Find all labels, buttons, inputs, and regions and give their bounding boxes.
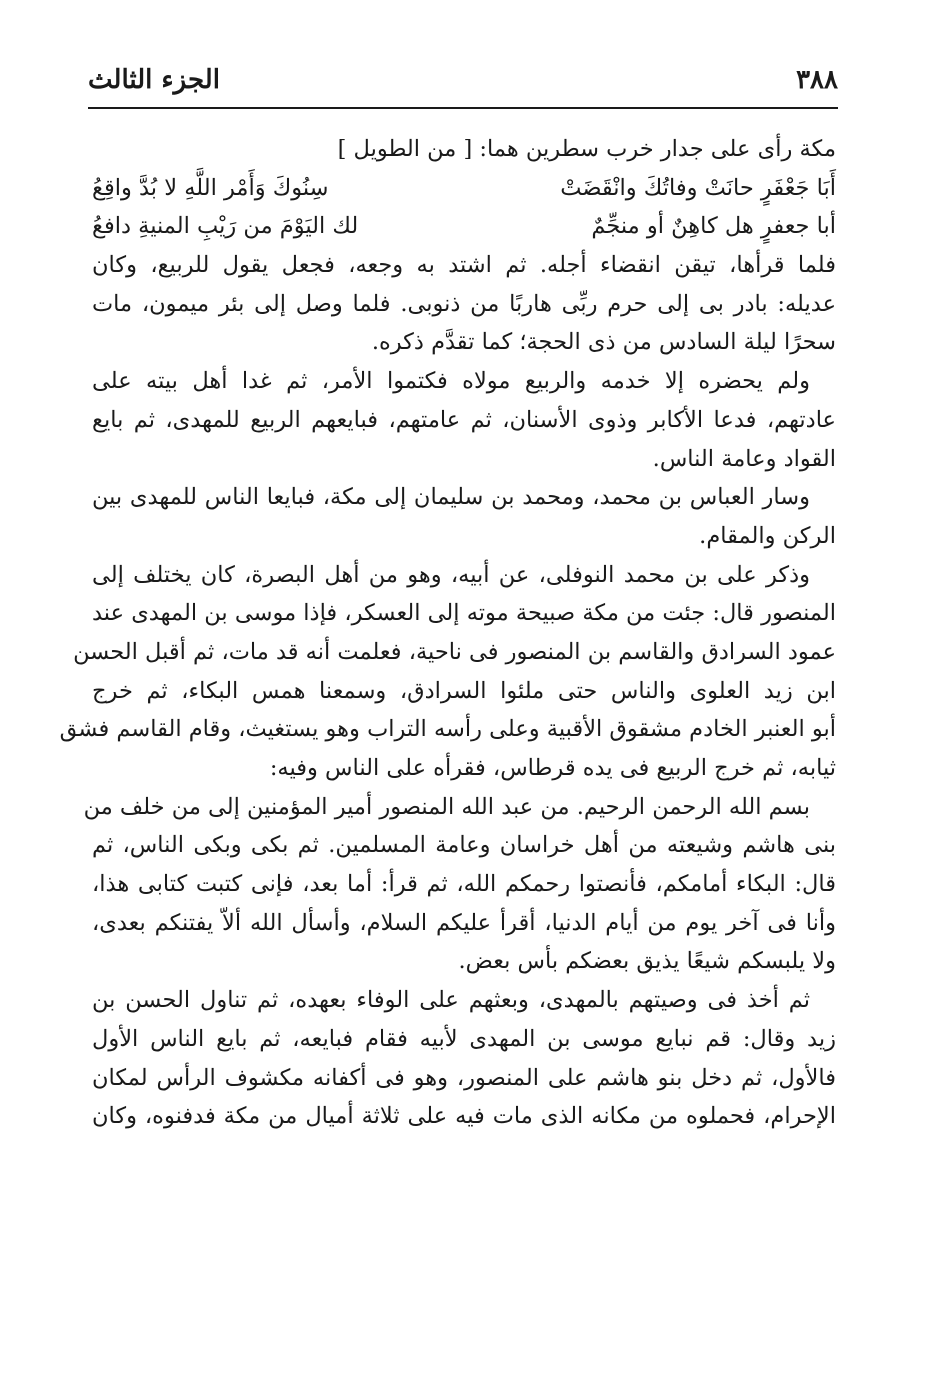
text-line: زيد وقال: قم نبايع موسى بن المهدى لأبيه فقام فبايعه، ثم بايع الناس الأول: [92, 1025, 836, 1052]
text-line: عمود السرادق والقاسم بن المنصور فى ناحية، فعلمت أنه قد مات، ثم أقبل الحسن: [73, 638, 836, 665]
page-header: [88, 58, 838, 102]
verse-second-hemistich: لك اليَوْمَ من رَيْبِ المنيةِ دافعُ: [92, 213, 359, 240]
text-line: الركن والمقام.: [699, 522, 836, 549]
text-line: أبو العنبر الخادم مشقوق الأقبية وعلى رأسه التراب وهو يستغيث، وقام القاسم فشق: [59, 716, 836, 743]
text-line: بنى هاشم وشيعته من أهل خراسان وعامة المسلمين. ثم بكى وبكى الناس، ثم: [92, 832, 836, 859]
text-line: ابن زيد العلوى والناس حتى ملئوا السرادق، وسمعنا همس البكاء، ثم خرج: [92, 677, 836, 704]
text-line: ثيابه، ثم خرج الربيع فى يده قرطاس، فقرأه على الناس وفيه:: [269, 755, 836, 781]
text-line: القواد وعامة الناس.: [652, 445, 836, 472]
text-line: ثم أخذ فى وصيتهم بالمهدى، وبعثهم على الوفاء بعهده، ثم تناول الحسن بن: [92, 987, 810, 1014]
text-line: ولا يلبسكم شيعًا يذيق بعضكم بأس بعض.: [458, 948, 836, 975]
text-line: سحرًا ليلة السادس من ذى الحجة؛ كما تقدَّم ذكره.: [371, 329, 836, 356]
text-line: عادتهم، فدعا الأكابر وذوى الأسنان، ثم عامتهم، فبايعهم الربيع للمهدى، ثم بايع: [92, 406, 836, 433]
page-body: [59, 130, 836, 1136]
text-line: مكة رأى على جدار خرب سطرين هما: [ من الطويل ]: [337, 136, 836, 162]
text-line: بسم الله الرحمن الرحيم. من عبد الله المنصور أمير المؤمنين إلى من خلف من: [83, 793, 810, 820]
running-title: الجزء الثالث: [88, 65, 220, 95]
verse-first-hemistich: أبا جعفرٍ هل كاهِنٌ أو منجِّمٌ: [591, 213, 836, 240]
verse-first-hemistich: أَبَا جَعْفَرٍ حانَتْ وفاتُكَ وانْقَضَتْ: [560, 174, 836, 201]
text-line: وسار العباس بن محمد، ومحمد بن سليمان إلى مكة، فبايعا الناس للمهدى بين: [92, 484, 810, 511]
verse-second-hemistich: سِنُوكَ وَأَمْر اللَّهِ لا بُدَّ واقِعُ: [92, 174, 329, 201]
text-line: قال: البكاء أمامكم، فأنصتوا رحمكم الله، ثم قرأ: أما بعد، فإنى كتبت كتابى هذا،: [92, 871, 836, 898]
text-line: وذكر على بن محمد النوفلى، عن أبيه، وهو من أهل البصرة، كان يختلف إلى: [92, 561, 810, 588]
verse-line: [92, 207, 836, 246]
verse-line: [92, 169, 836, 208]
text-line: المنصور قال: جئت من مكة صبيحة موته إلى العسكر، فإذا موسى بن المهدى عند: [92, 600, 836, 627]
text-line: الإحرام، فحملوه من مكانه الذى مات فيه على ثلاثة أميال من مكة فدفنوه، وكان: [92, 1103, 836, 1130]
text-line: فلما قرأها، تيقن انقضاء أجله. ثم اشتد به وجعه، فجعل يقول للربيع، وكان: [92, 252, 836, 279]
header-rule: [88, 107, 838, 109]
text-line: وأنا فى آخر يوم من أيام الدنيا، أقرأ عليكم السلام، وأسأل الله ألاّ يفتنكم بعدى،: [92, 909, 836, 936]
text-line: ولم يحضره إلا خدمه والربيع مولاه فكتموا الأمر، ثم غدا أهل بيته على: [92, 368, 810, 395]
page-number: ٣٨٨: [796, 65, 838, 95]
text-line: فالأول، ثم دخل بنو هاشم على المنصور، وهو فى أكفانه مكشوف الرأس لمكان: [92, 1064, 836, 1091]
text-line: عديله: بادر بى إلى حرم ربِّى هاربًا من ذنوبى. فلما وصل إلى بئر ميمون، مات: [92, 290, 836, 317]
